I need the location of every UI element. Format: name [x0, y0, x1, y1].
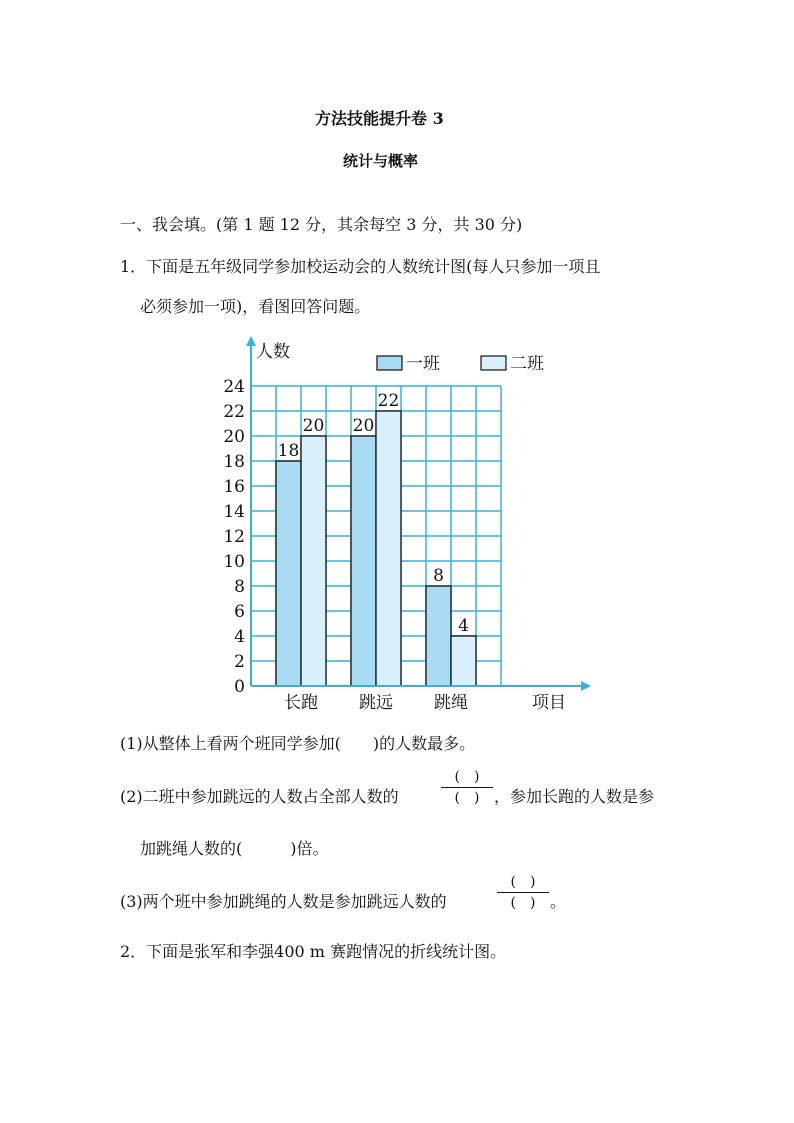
- bar: [301, 436, 326, 686]
- y-tick-label: 24: [223, 377, 245, 397]
- y-tick-label: 2: [234, 652, 245, 672]
- sub-question-3-part-2: 。: [550, 892, 567, 911]
- data-label: 20: [352, 416, 375, 436]
- question-2: 2．下面是张军和李强400 m 赛跑情况的折线统计图。: [120, 942, 507, 961]
- sub-question-1: (1)从整体上看两个班同学参加( )的人数最多。: [120, 734, 476, 753]
- question-1-line-2: 必须参加一项)，看图回答问题。: [140, 297, 371, 316]
- bar: [276, 461, 301, 686]
- y-tick-label: 22: [223, 402, 245, 422]
- fraction-blank[interactable]: [497, 873, 549, 912]
- y-tick-label: 10: [223, 552, 245, 572]
- y-tick-label: 0: [234, 677, 245, 697]
- page-subtitle: 统计与概率: [343, 152, 419, 170]
- x-tick-label: 长跑: [284, 693, 318, 713]
- fraction-numerator: ( ): [510, 874, 536, 890]
- y-tick-label: 14: [223, 502, 245, 522]
- data-label: 20: [302, 416, 325, 436]
- data-label: 22: [377, 391, 400, 411]
- sub-question-2-part-1: (2)二班中参加跳远的人数占全部人数的: [120, 787, 399, 806]
- legend-label: 一班: [406, 354, 440, 374]
- y-tick-label: 8: [234, 577, 245, 597]
- bar: [451, 636, 476, 686]
- y-axis-arrow: [246, 336, 256, 346]
- x-tick-label: 跳远: [359, 693, 393, 713]
- legend-label: 二班: [510, 354, 544, 374]
- fraction-numerator: ( ): [454, 769, 480, 785]
- y-tick-label: 4: [234, 627, 245, 647]
- fraction-denominator: ( ): [454, 790, 480, 806]
- data-label: 4: [458, 616, 469, 636]
- data-label: 8: [433, 566, 444, 586]
- bar: [351, 436, 376, 686]
- sub-question-2-part-2: ，参加长跑的人数是参: [494, 787, 655, 806]
- fraction-bar: [497, 892, 549, 893]
- bar: [426, 586, 451, 686]
- section-heading: 一、我会填。(第 1 题 12 分，其余每空 3 分，共 30 分): [120, 215, 523, 234]
- fraction-blank[interactable]: [441, 768, 493, 807]
- sub-question-3-part-1: (3)两个班中参加跳绳的人数是参加跳远人数的: [120, 892, 447, 911]
- y-tick-label: 18: [223, 452, 245, 472]
- sub-question-2-line-2: 加跳绳人数的( )倍。: [140, 839, 329, 858]
- x-tick-label: 跳绳: [434, 693, 468, 713]
- fraction-bar: [441, 787, 493, 788]
- fraction-denominator: ( ): [510, 895, 536, 911]
- legend-swatch: [377, 356, 402, 370]
- y-axis-label: 人数: [256, 342, 290, 362]
- x-axis-arrow: [581, 681, 591, 691]
- legend-swatch: [481, 356, 506, 370]
- question-1-line-1: 1．下面是五年级同学参加校运动会的人数统计图(每人只参加一项且: [120, 257, 601, 276]
- y-tick-label: 6: [234, 602, 245, 622]
- data-label: 18: [277, 441, 300, 461]
- y-tick-label: 12: [223, 527, 245, 547]
- y-tick-label: 16: [223, 477, 245, 497]
- x-axis-label: 项目: [532, 693, 566, 713]
- page-title: 方法技能提升卷 3: [315, 109, 444, 128]
- y-tick-label: 20: [223, 427, 245, 447]
- bar: [376, 411, 401, 686]
